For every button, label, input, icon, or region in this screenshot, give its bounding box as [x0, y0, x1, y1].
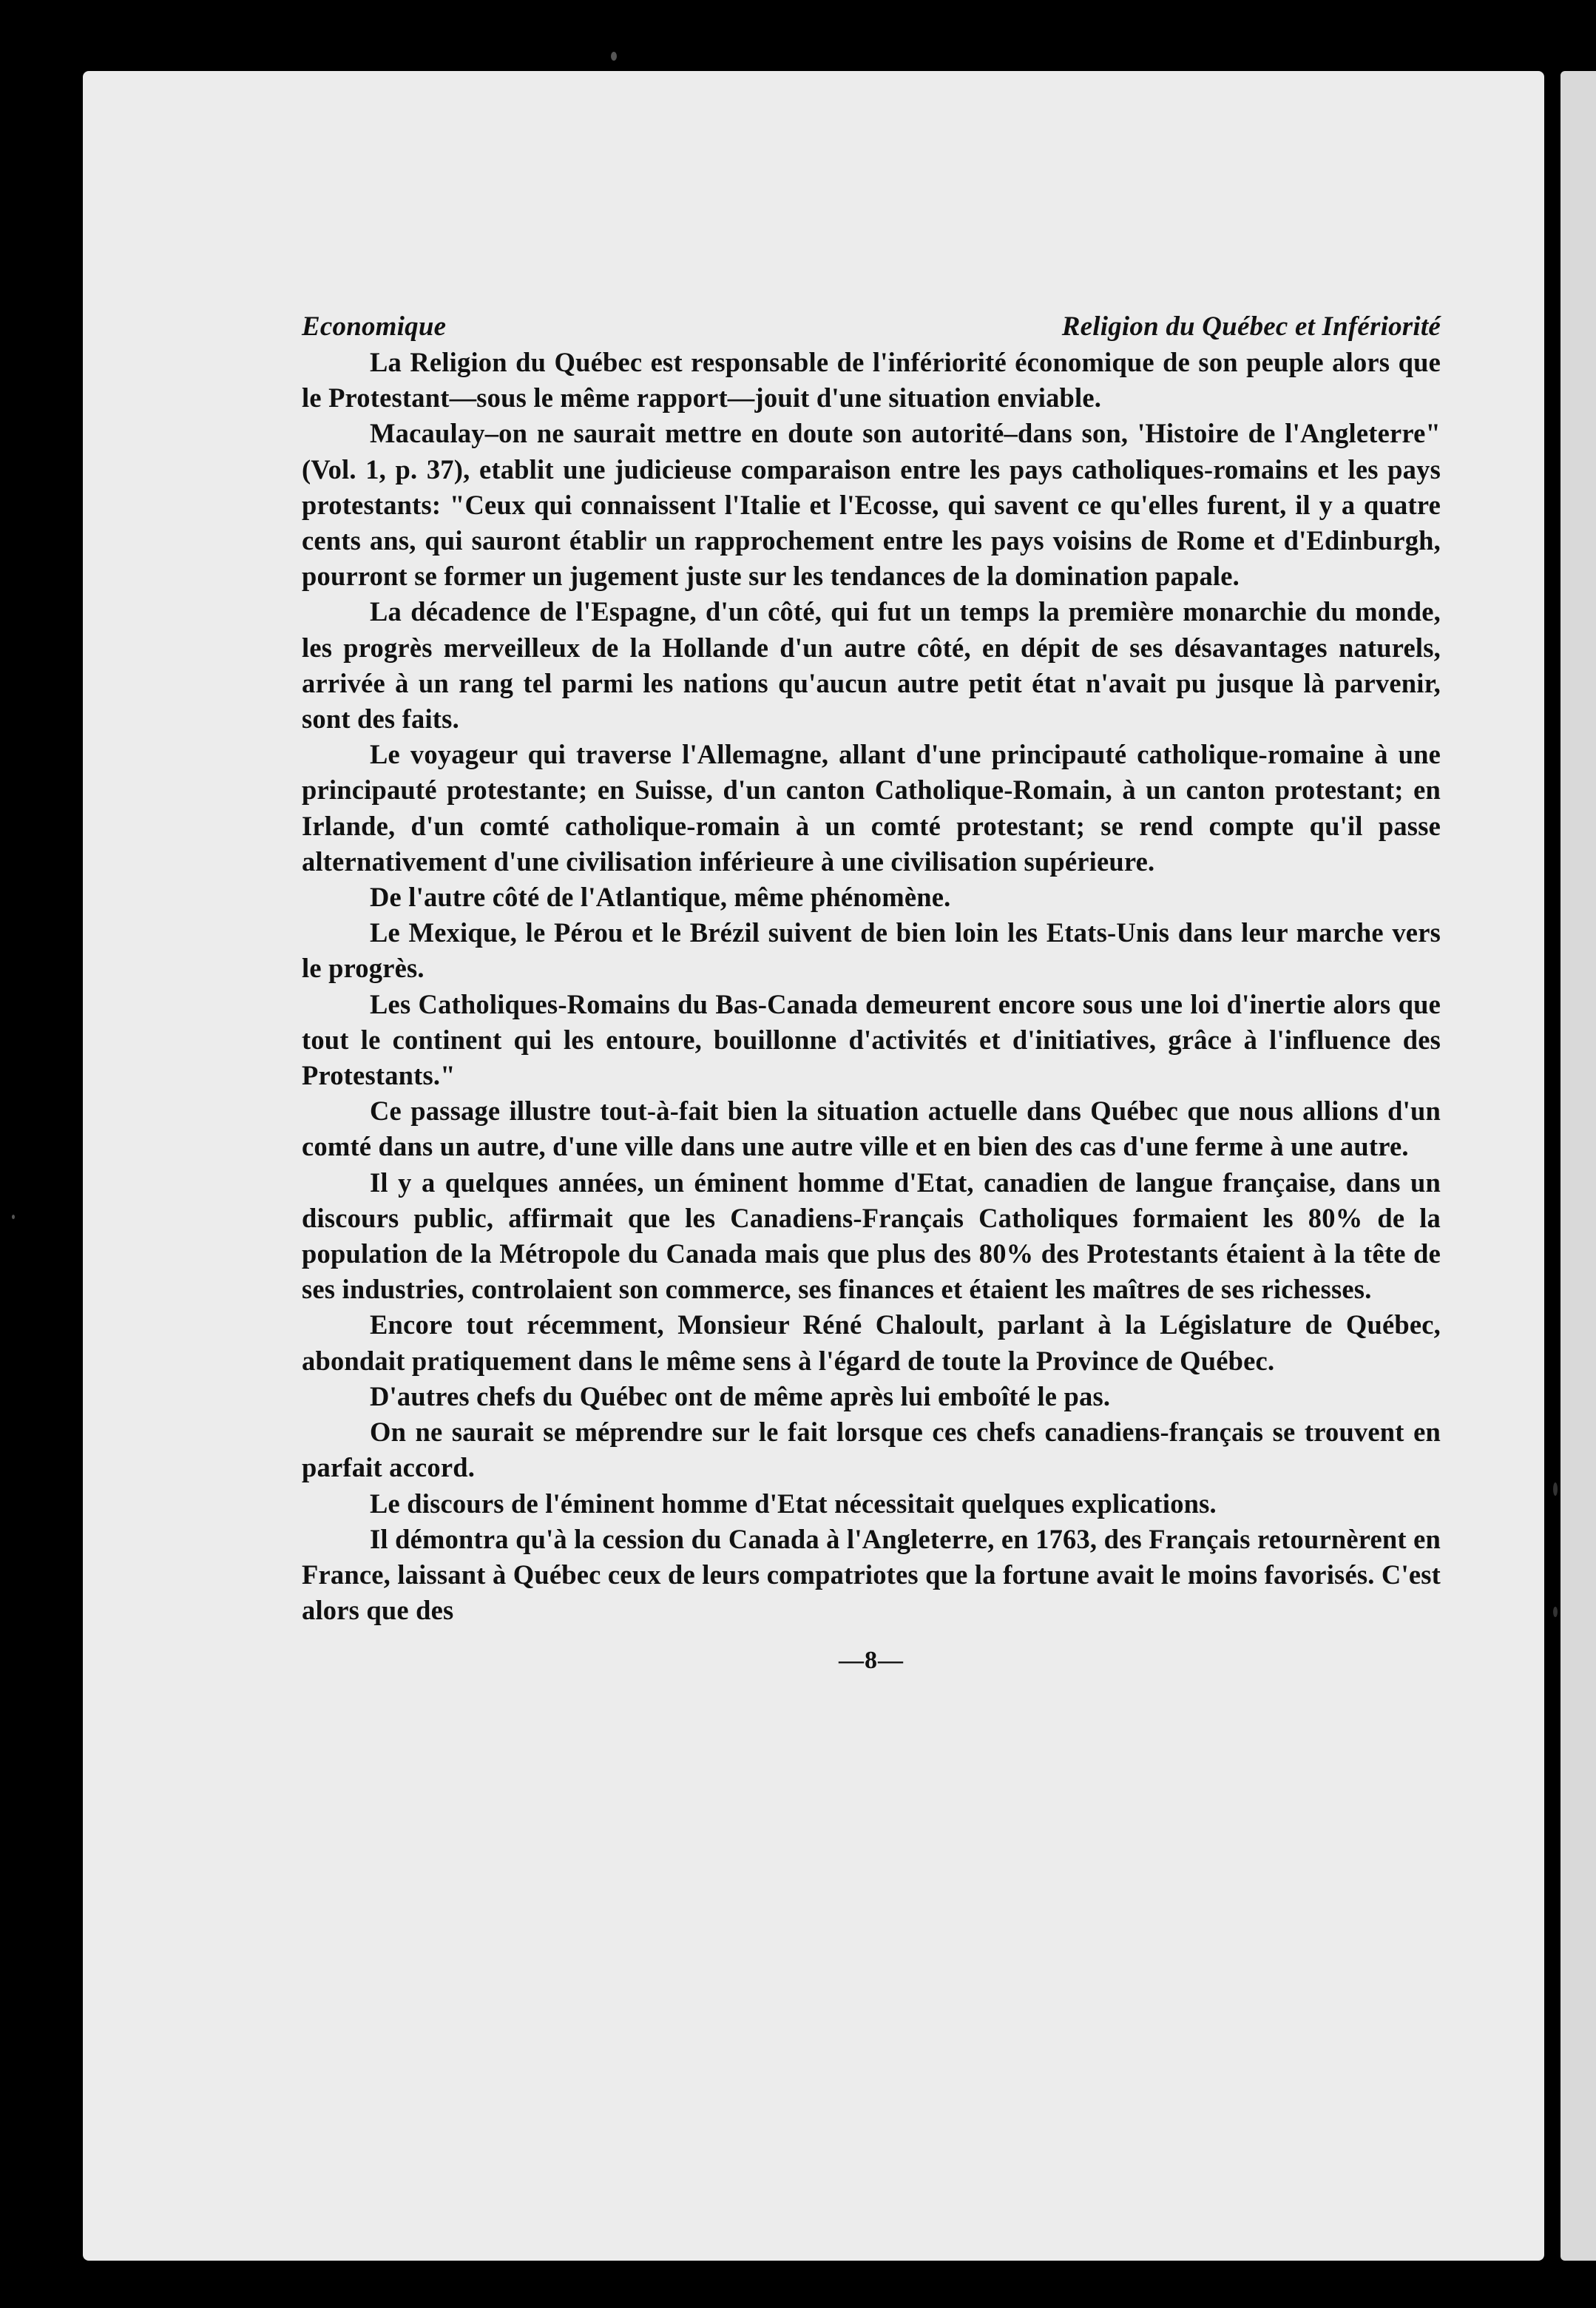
running-head-left: Economique [302, 311, 447, 342]
paragraph: La Religion du Québec est responsable de l'infériorité économique de son peuple alors que le Protestant—sous le même rapport—jouit d'une situation enviable. [302, 347, 1441, 414]
paragraph: Le Mexique, le Pérou et le Brézil suivent de bien loin les Etats-Unis dans leur marche vers le progrès. [302, 917, 1441, 984]
paragraph: Les Catholiques-Romains du Bas-Canada demeurent encore sous une loi d'inertie alors que tout le continent qui les entoure, bouillonne d'activités et d'initiatives, grâce à l'influence des Protestants." [302, 988, 1441, 1091]
paragraph: Il démontra qu'à la cession du Canada à l'Angleterre, en 1763, des Français retournèrent en France, laissant à Québec ceux de leurs compatriotes que la fortune avait le moins favorisés. C'est alors que des [302, 1523, 1441, 1626]
paragraph: Il y a quelques années, un éminent homme d'Etat, canadien de langue française, dans un discours public, affirmait que les Canadiens-Français Catholiques formaient les 80% de la population de la Métropole du Canada mais que plus des 80% des Protestants étaient à la tête de ses industries, controlaient son commerce, ses finances et étaient les maîtres de ses richesses. [302, 1167, 1441, 1305]
paragraph: Le voyageur qui traverse l'Allemagne, allant d'une principauté catholique-romaine à une principauté protestante; en Suisse, d'un canton Catholique-Romain, à un canton protestant; en Irlande, d'un comté catholique-romain à un comté protestant; se rend compte qu'il passe alternativement d'une civilisation inférieure à une civilisation supérieure. [302, 739, 1441, 877]
paragraph: Encore tout récemment, Monsieur Réné Chaloult, parlant à la Législature de Québec, abondait pratiquement dans le même sens à l'égard de toute la Province de Québec. [302, 1309, 1441, 1376]
paragraph: Le discours de l'éminent homme d'Etat nécessitait quelques explications. [370, 1488, 1217, 1519]
page-text [302, 309, 1441, 1679]
scan-speck [611, 52, 617, 61]
paragraph: De l'autre côté de l'Atlantique, même phénomène. [370, 882, 951, 913]
paragraph: D'autres chefs du Québec ont de même après lui emboîté le pas. [370, 1380, 1111, 1411]
scan-speck [1553, 1482, 1558, 1496]
running-head-right: Religion du Québec et Infériorité [1061, 311, 1441, 342]
paragraph: La décadence de l'Espagne, d'un côté, qui fut un temps la première monarchie du monde, les progrès merveilleux de la Hollande d'un autre côté, en dépit de ses désavantages naturels, arrivée à un rang tel parmi les nations qu'aucun autre petit état n'avait pu jusque là parvenir, sont des faits. [302, 596, 1441, 735]
paragraph: On ne saurait se méprendre sur le fait lorsque ces chefs canadiens-français se trouvent en parfait accord. [302, 1417, 1441, 1483]
scan-speck [12, 1215, 15, 1219]
book-page [83, 71, 1544, 2261]
scan-speck [1553, 1607, 1558, 1617]
adjacent-page-edge [1561, 71, 1596, 2261]
page-number: —8— [839, 1647, 904, 1675]
paragraph: Macaulay–on ne saurait mettre en doute son autorité–dans son, 'Histoire de l'Angleterre"(Vol. 1, p. 37), etablit une judicieuse comparaison entre les pays catholiques-romains et les pays protestants: "Ceux qui connaissent l'Italie et l'Ecosse, qui savent ce qu'elles furent, il y a quatre cents ans, qui sauront établir un rapprochement entre les pays voisins de Rome et d'Edinburgh, pourront se former un jugement juste sur les tendances de la domination papale. [302, 418, 1441, 592]
running-head [302, 309, 1441, 345]
paragraph: Ce passage illustre tout-à-fait bien la situation actuelle dans Québec que nous allions d'un comté dans un autre, d'une ville dans une autre ville et en bien des cas d'une ferme à une autre. [302, 1096, 1441, 1162]
